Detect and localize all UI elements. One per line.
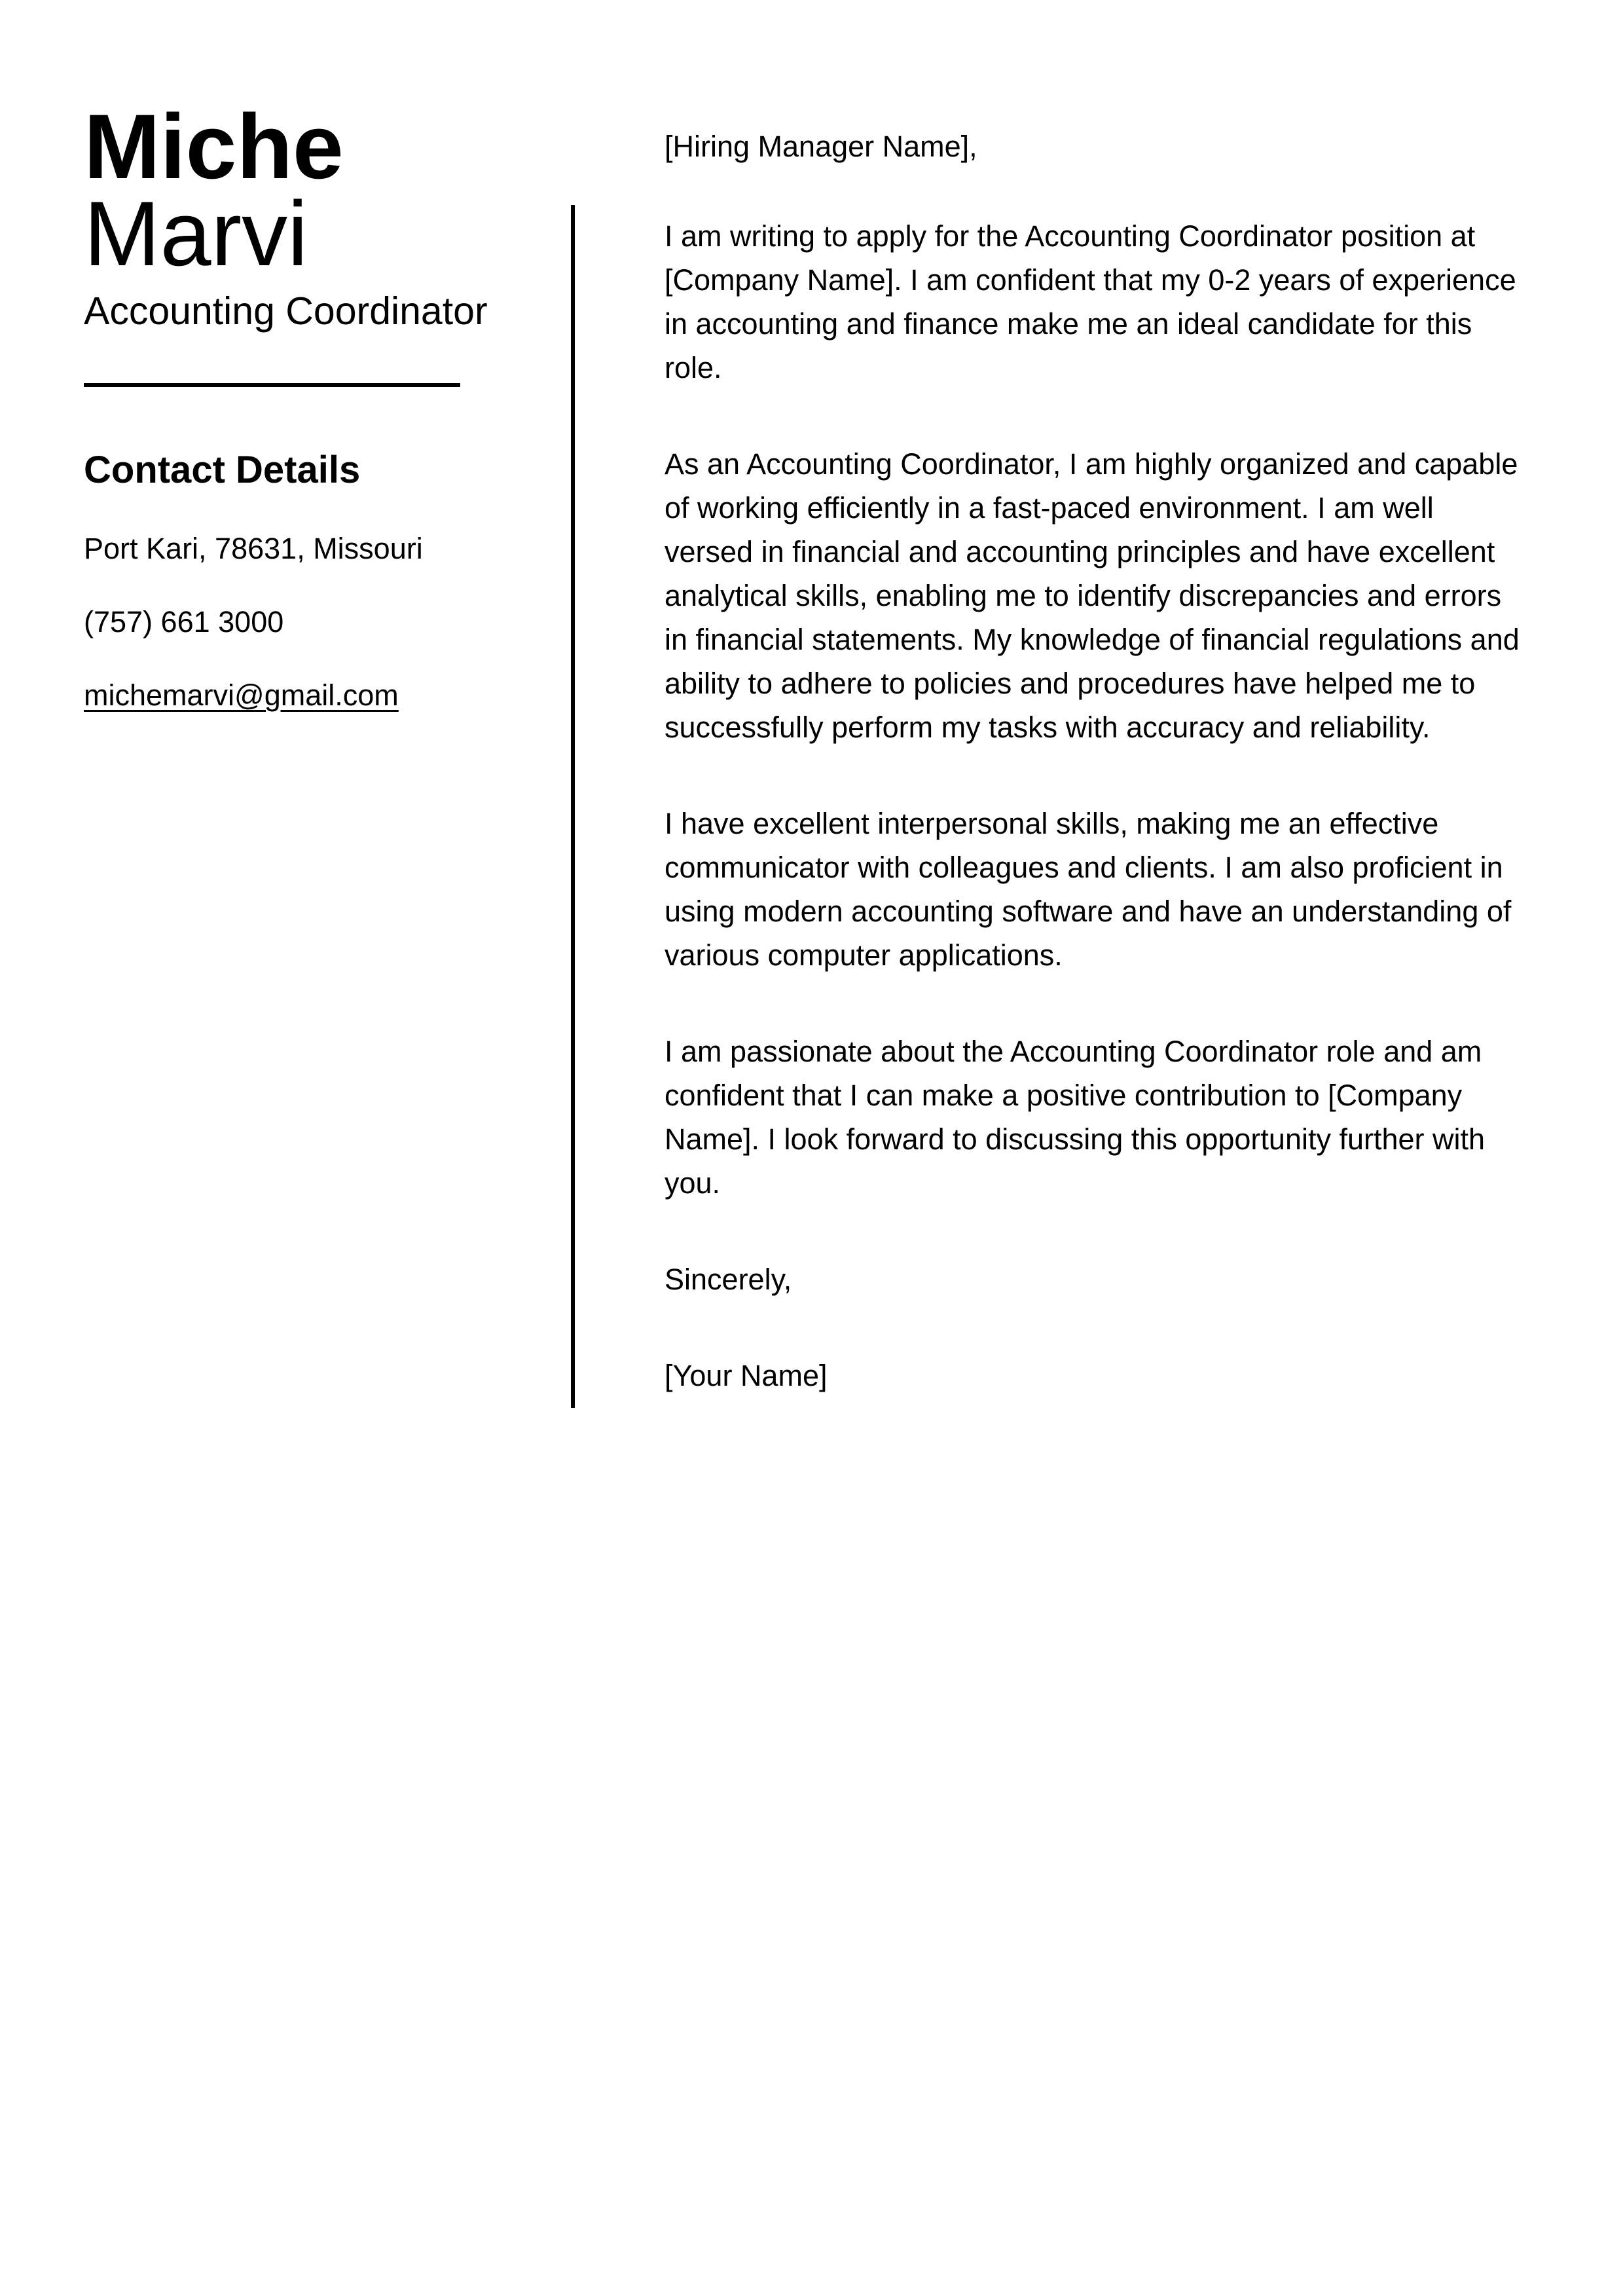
letter-closing: Sincerely, <box>665 1263 792 1296</box>
job-title: Accounting Coordinator <box>84 289 488 333</box>
letter-paragraph: I have excellent interpersonal skills, making me an effective communicator with colleagues and clients. I am also proficient in using modern accounting software and have an understanding of various computer applications. <box>665 807 1512 972</box>
contact-details-heading: Contact Details <box>84 449 361 491</box>
letter-salutation: [Hiring Manager Name], <box>665 130 977 163</box>
cover-letter <box>571 0 1527 1408</box>
letter-signature: [Your Name] <box>665 1359 828 1392</box>
contact-address: Port Kari, 78631, Missouri <box>84 532 423 565</box>
sidebar <box>84 0 491 717</box>
sidebar-divider <box>84 383 460 387</box>
candidate-last-name: Marvi <box>84 182 308 285</box>
candidate-first-name: Miche <box>84 95 344 198</box>
letter-paragraph: I am writing to apply for the Accounting Coordinator position at [Company Name]. I am confident that my 0-2 years of experience in accounting and finance make me an ideal candidate for this role. <box>665 219 1516 384</box>
contact-email <box>84 673 491 717</box>
contact-email-link[interactable]: michemarvi@gmail.com <box>84 678 399 712</box>
letter-body <box>571 205 1527 1408</box>
contact-phone: (757) 661 3000 <box>84 605 284 639</box>
letter-paragraph: I am passionate about the Accounting Coordinator role and am confident that I can make a positive contribution to [Company Name]. I look forward to discussing this opportunity further with you. <box>665 1035 1486 1200</box>
letter-paragraph: As an Accounting Coordinator, I am highly organized and capable of working efficiently in a fast-paced environment. I am well versed in financial and accounting principles and have excellent analytical skills, enabling me to identify discrepancies and errors in financial statements. My knowledge of financial regulations and ability to adhere to policies and procedures have helped me to successfully perform my tasks with accuracy and reliability. <box>665 447 1520 744</box>
candidate-name <box>84 95 491 285</box>
